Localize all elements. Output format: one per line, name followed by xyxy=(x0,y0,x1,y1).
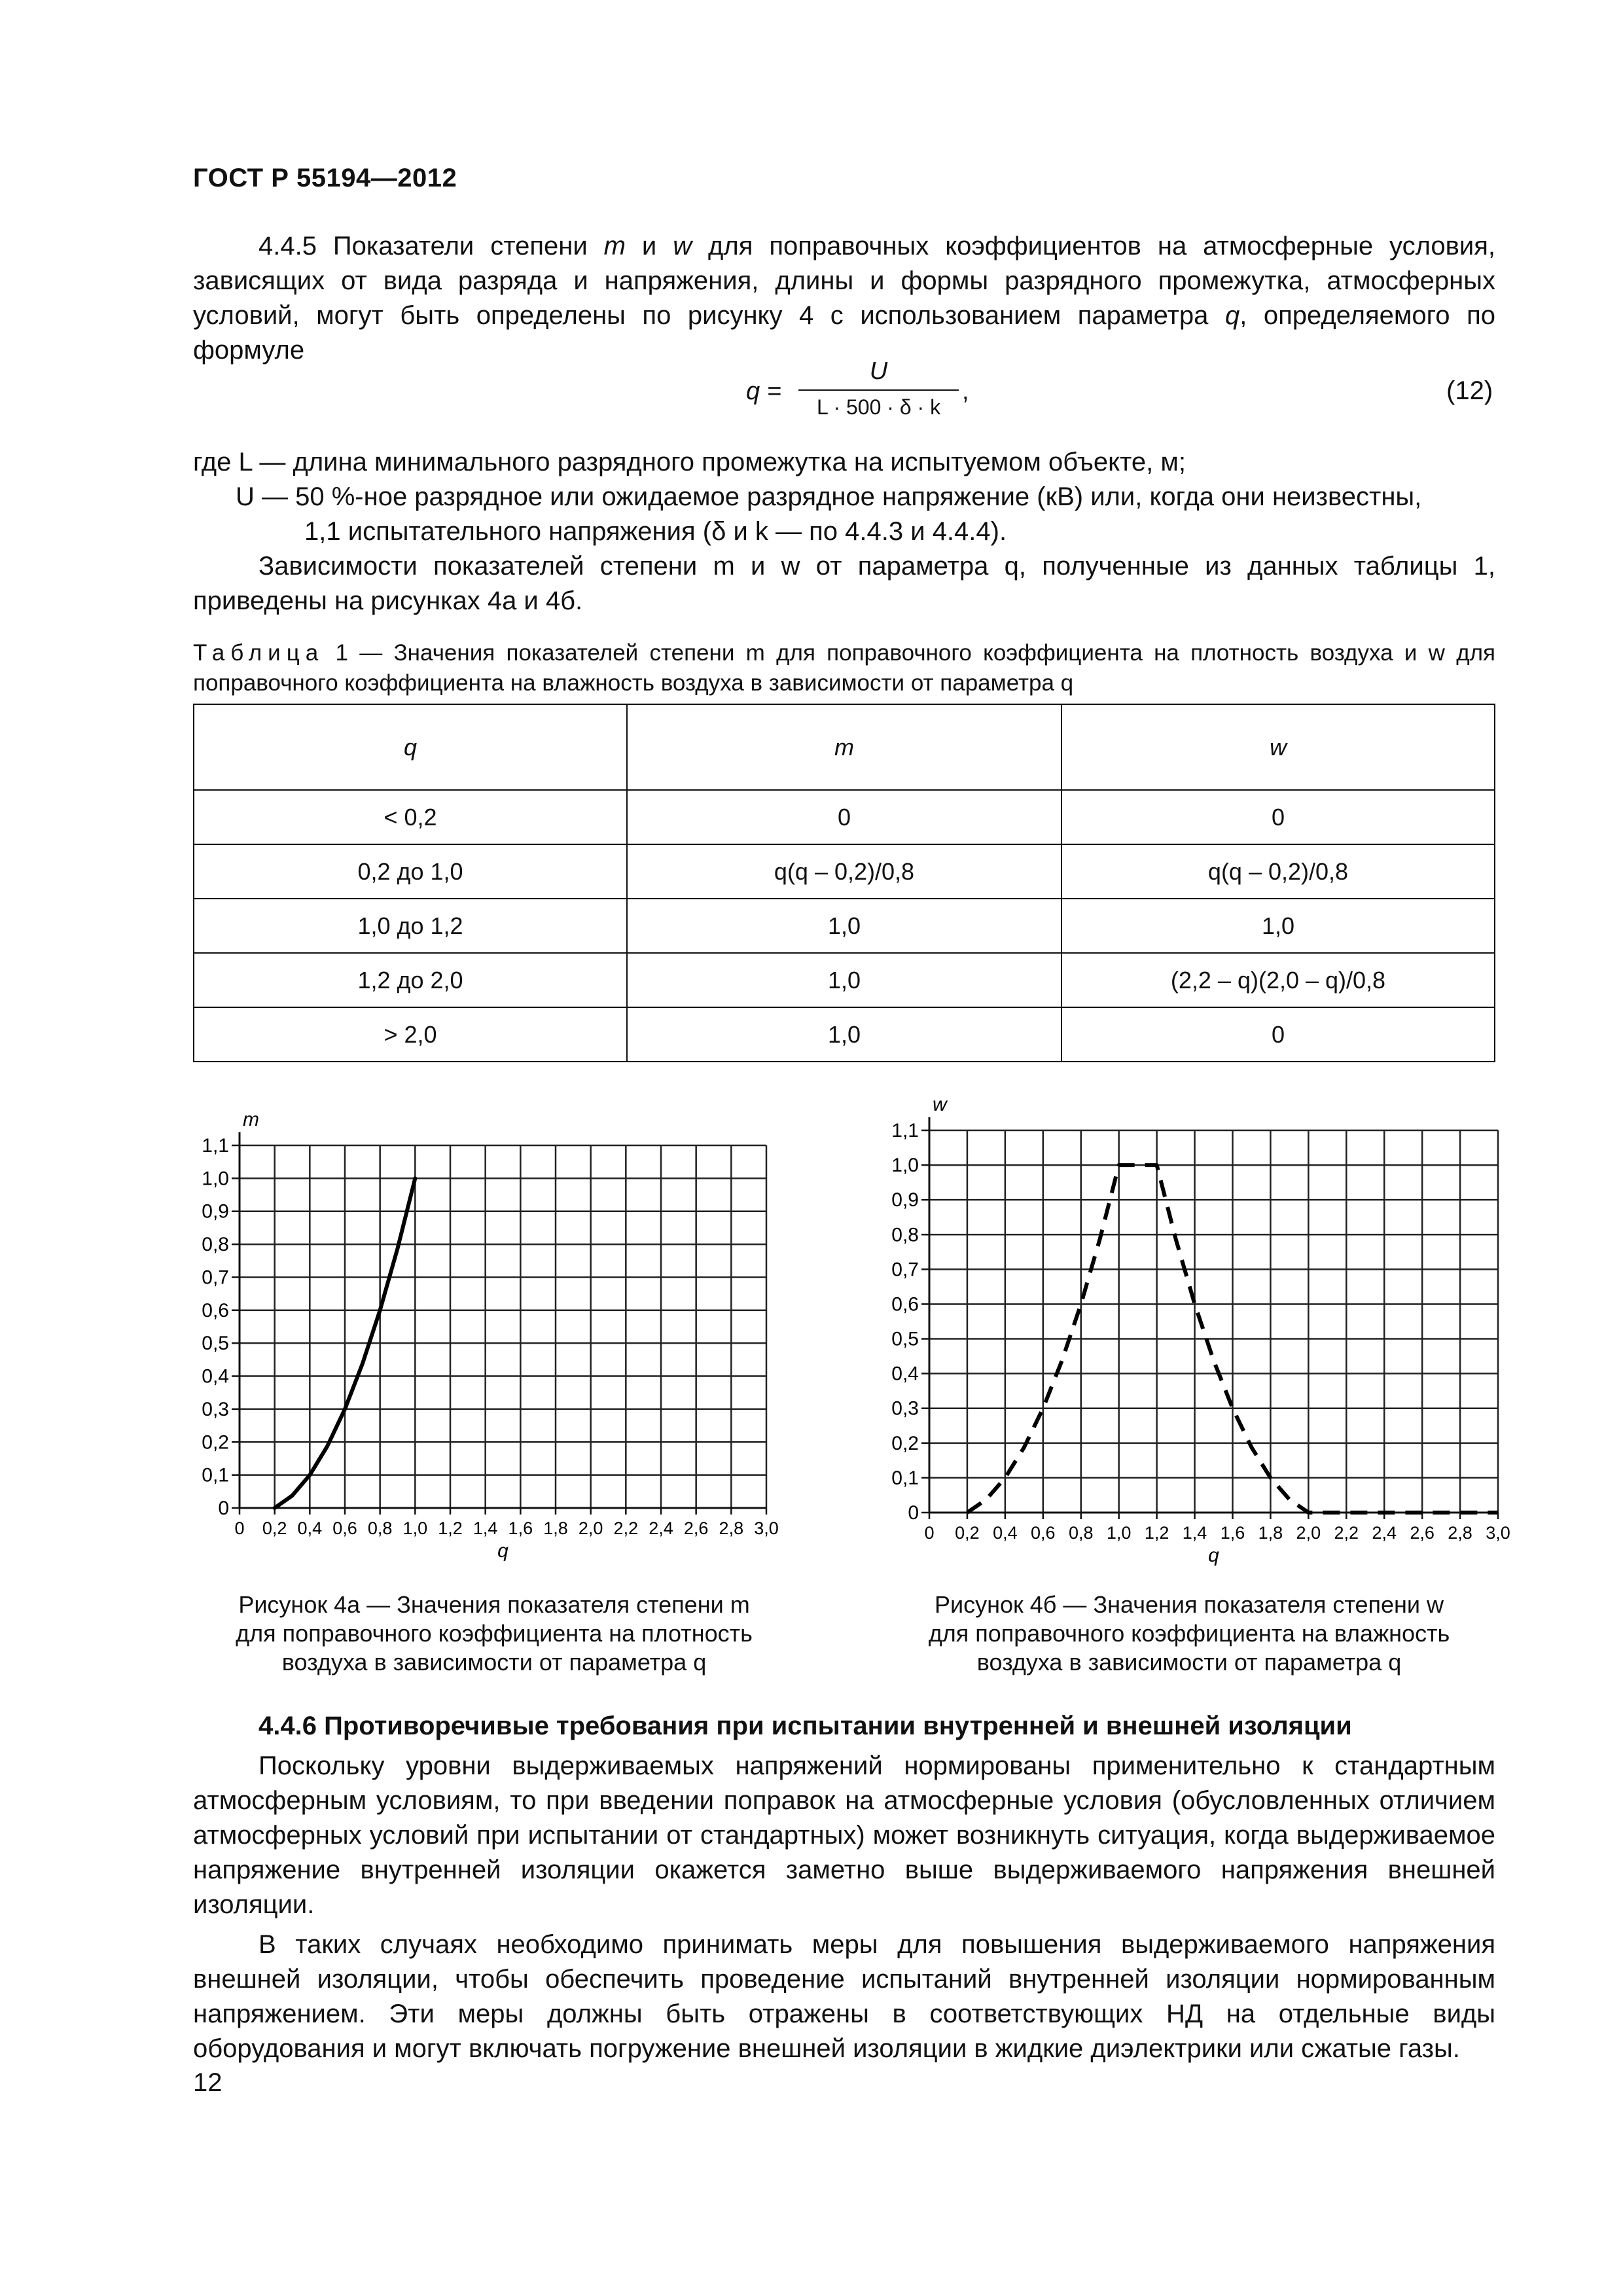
y-tick-label: 0,6 xyxy=(891,1293,919,1316)
table-row xyxy=(194,899,1495,953)
x-tick-label: 1,8 xyxy=(1258,1523,1283,1543)
table-1 xyxy=(193,704,1495,1062)
text-run: 4.4.5 Показатели степени xyxy=(259,232,604,260)
y-tick-label: 0,1 xyxy=(891,1467,919,1489)
caption-line: воздуха в зависимости от параметра q xyxy=(281,1649,707,1676)
table-row xyxy=(194,790,1495,844)
table-cell: > 2,0 xyxy=(194,1007,627,1062)
table-row xyxy=(194,844,1495,899)
table-cell: q(q – 0,2)/0,8 xyxy=(627,844,1061,899)
x-tick-label: 3,0 xyxy=(1486,1523,1510,1543)
chart-figure-4b xyxy=(864,1093,1518,1577)
x-tick-label: 2,2 xyxy=(1334,1523,1359,1543)
y-tick-label: 0 xyxy=(908,1502,919,1524)
table-cell: 0 xyxy=(1061,790,1495,844)
table-cell: 1,0 xyxy=(627,1007,1061,1062)
paragraph-4-4-6-1: Поскольку уровни выдерживаемых напряжений нормированы применительно к стандартным атмосферным условиям, то при введении поправок на атмосферные условия (обусловленных отличием атмосферных условий при испытании от стандартных) может возникнуть ситуация, когда выдерживаемое напряжение внутренней изоляции окажется заметно выше выдерживаемого напряжения внешней изоляции. xyxy=(193,1751,1495,1919)
x-tick-label: 0,8 xyxy=(1068,1523,1094,1543)
y-tick-label: 0,1 xyxy=(202,1464,229,1486)
y-tick-label: 1,0 xyxy=(891,1155,919,1177)
symbol-q: q xyxy=(1224,301,1240,330)
table-cell: 1,0 до 1,2 xyxy=(194,899,627,953)
table-cell: 1,0 xyxy=(1061,899,1495,953)
where-u-line1: U — 50 %-ное разрядное или ожидаемое разрядное напряжение (кВ) или, когда они неизвестны, xyxy=(236,482,1422,511)
text-run: и xyxy=(625,232,673,260)
header-q: q xyxy=(194,704,627,790)
formula-comma: , xyxy=(962,378,969,405)
y-axis-label: m xyxy=(243,1109,259,1130)
y-tick-label: 0,5 xyxy=(891,1328,919,1350)
x-tick-label: 2,0 xyxy=(1296,1523,1321,1543)
table-cell: 0 xyxy=(627,790,1061,844)
table-cell: 0,2 до 1,0 xyxy=(194,844,627,899)
caption-line: Рисунок 4б — Значения показателя степени w xyxy=(935,1591,1444,1618)
figure-4a-caption xyxy=(200,1590,789,1677)
x-tick-label: 1,0 xyxy=(1106,1523,1132,1543)
table-caption-label: Таблица xyxy=(193,640,325,666)
symbol-w: w xyxy=(673,232,692,260)
y-tick-label: 0,3 xyxy=(202,1398,229,1420)
standard-header: ГОСТ Р 55194—2012 xyxy=(193,164,457,192)
paragraph-4-4-5 xyxy=(193,229,1495,368)
x-tick-label: 0,2 xyxy=(955,1523,980,1543)
symbol-m: m xyxy=(603,232,626,260)
x-tick-label: 0,4 xyxy=(993,1523,1018,1543)
x-tick-label: 2,4 xyxy=(649,1518,673,1538)
y-tick-label: 1,1 xyxy=(891,1120,919,1141)
table-caption xyxy=(193,638,1495,698)
y-tick-label: 0,7 xyxy=(202,1266,229,1289)
x-tick-label: 0 xyxy=(234,1518,245,1538)
x-tick-label: 0,6 xyxy=(1031,1523,1056,1543)
x-tick-label: 2,8 xyxy=(719,1518,744,1538)
formula-lhs: q = xyxy=(746,378,781,405)
where-u-line2: 1,1 испытательного напряжения (δ и k — по 4.4.3 и 4.4.4). xyxy=(304,517,1007,546)
table-cell: 0 xyxy=(1061,1007,1495,1062)
chart-figure-4a xyxy=(177,1106,805,1577)
table-cell: < 0,2 xyxy=(194,790,627,844)
x-tick-label: 3,0 xyxy=(754,1518,779,1538)
table-cell: 1,0 xyxy=(627,953,1061,1007)
x-tick-label: 2,6 xyxy=(1410,1523,1435,1543)
x-tick-label: 0,8 xyxy=(367,1518,393,1538)
y-tick-label: 0,9 xyxy=(891,1189,919,1211)
text-run: для поправочных коэффициентов на атмосферные условия, зависящих от вида разряда и напряжения, длины и формы разрядного промежутка, атмосферных условий, могут быть определены по рисунку 4 с использованием параметра xyxy=(193,232,1495,330)
header-w: w xyxy=(1061,704,1495,790)
y-tick-label: 0 xyxy=(218,1498,229,1519)
y-axis-label: w xyxy=(933,1094,947,1115)
header-m: m xyxy=(627,704,1061,790)
y-tick-label: 0,5 xyxy=(202,1333,229,1355)
equation-number: (12) xyxy=(1446,376,1493,405)
paragraph-4-4-6-2: В таких случаях необходимо принимать меры для повышения выдерживаемого напряжения внешней изоляции, чтобы обеспечить проведение испытаний внутренней изоляции нормированным напряжением. Эти меры должны быть отражены в соответствующих НД на отдельные виды оборудования и могут включать погружение внешней изоляции в жидкие диэлектрики или сжатые газы. xyxy=(193,1930,1495,2063)
x-tick-label: 1,0 xyxy=(402,1518,428,1538)
figure-4b-caption xyxy=(895,1590,1484,1677)
y-tick-label: 0,4 xyxy=(891,1363,919,1385)
y-tick-label: 0,9 xyxy=(202,1200,229,1223)
caption-line: воздуха в зависимости от параметра q xyxy=(976,1649,1402,1676)
caption-line: для поправочного коэффициента на плотность xyxy=(236,1620,753,1647)
table-cell: 1,0 xyxy=(627,899,1061,953)
x-tick-label: 0,4 xyxy=(297,1518,323,1538)
x-tick-label: 1,6 xyxy=(508,1518,533,1538)
section-4-4-6-title: 4.4.6 Противоречивые требования при испытании внутренней и внешней изоляции xyxy=(259,1712,1352,1740)
y-tick-label: 0,2 xyxy=(891,1432,919,1454)
x-tick-label: 1,4 xyxy=(473,1518,498,1538)
table-cell: q(q – 0,2)/0,8 xyxy=(1061,844,1495,899)
x-tick-label: 1,6 xyxy=(1220,1523,1245,1543)
x-axis-label: q xyxy=(1208,1545,1219,1566)
y-tick-label: 0,7 xyxy=(891,1259,919,1281)
x-axis-label: q xyxy=(497,1540,508,1562)
x-tick-label: 2,4 xyxy=(1372,1523,1397,1543)
formula-denominator: L · 500 · δ · k xyxy=(816,395,941,419)
table-row xyxy=(194,953,1495,1007)
y-tick-label: 0,8 xyxy=(891,1224,919,1246)
y-tick-label: 0,8 xyxy=(202,1234,229,1256)
table-row xyxy=(194,1007,1495,1062)
x-tick-label: 2,6 xyxy=(683,1518,709,1538)
x-tick-label: 2,0 xyxy=(578,1518,603,1538)
table-cell: 1,2 до 2,0 xyxy=(194,953,627,1007)
paragraph-dependencies: Зависимости показателей степени m и w от параметра q, полученные из данных таблицы 1, приведены на рисунках 4а и 4б. xyxy=(193,552,1495,615)
y-tick-label: 0,6 xyxy=(202,1299,229,1321)
x-tick-label: 2,2 xyxy=(613,1518,639,1538)
where-l: где L — длина минимального разрядного промежутка на испытуемом объекте, м; xyxy=(193,448,1186,476)
x-tick-label: 1,4 xyxy=(1182,1523,1207,1543)
x-tick-label: 1,2 xyxy=(1144,1523,1169,1543)
formula-numerator: U xyxy=(869,357,888,385)
x-tick-label: 1,8 xyxy=(543,1518,568,1538)
x-tick-label: 0 xyxy=(924,1523,935,1543)
x-tick-label: 0,6 xyxy=(332,1518,357,1538)
page-number: 12 xyxy=(193,2068,223,2097)
y-tick-label: 1,1 xyxy=(202,1135,229,1157)
x-tick-label: 2,8 xyxy=(1448,1523,1472,1543)
table-caption-text: 1 — Значения показателей степени m для поправочного коэффициента на плотность воздуха и w для поправочного коэффициента на влажность воздуха в зависимости от параметра q xyxy=(193,640,1495,696)
x-tick-label: 1,2 xyxy=(438,1518,463,1538)
y-tick-label: 1,0 xyxy=(202,1168,229,1190)
caption-line: Рисунок 4а — Значения показателя степени m xyxy=(238,1591,750,1618)
text-run: , определяемого по формуле xyxy=(193,301,1495,365)
caption-line: для поправочного коэффициента на влажность xyxy=(928,1620,1450,1647)
table-cell: (2,2 – q)(2,0 – q)/0,8 xyxy=(1061,953,1495,1007)
y-tick-label: 0,4 xyxy=(202,1365,229,1388)
formula-12 xyxy=(746,353,1008,432)
formula-fraction xyxy=(798,353,959,423)
table-header-row xyxy=(194,704,1495,790)
x-tick-label: 0,2 xyxy=(262,1518,287,1538)
y-tick-label: 0,2 xyxy=(202,1431,229,1454)
y-tick-label: 0,3 xyxy=(891,1397,919,1420)
